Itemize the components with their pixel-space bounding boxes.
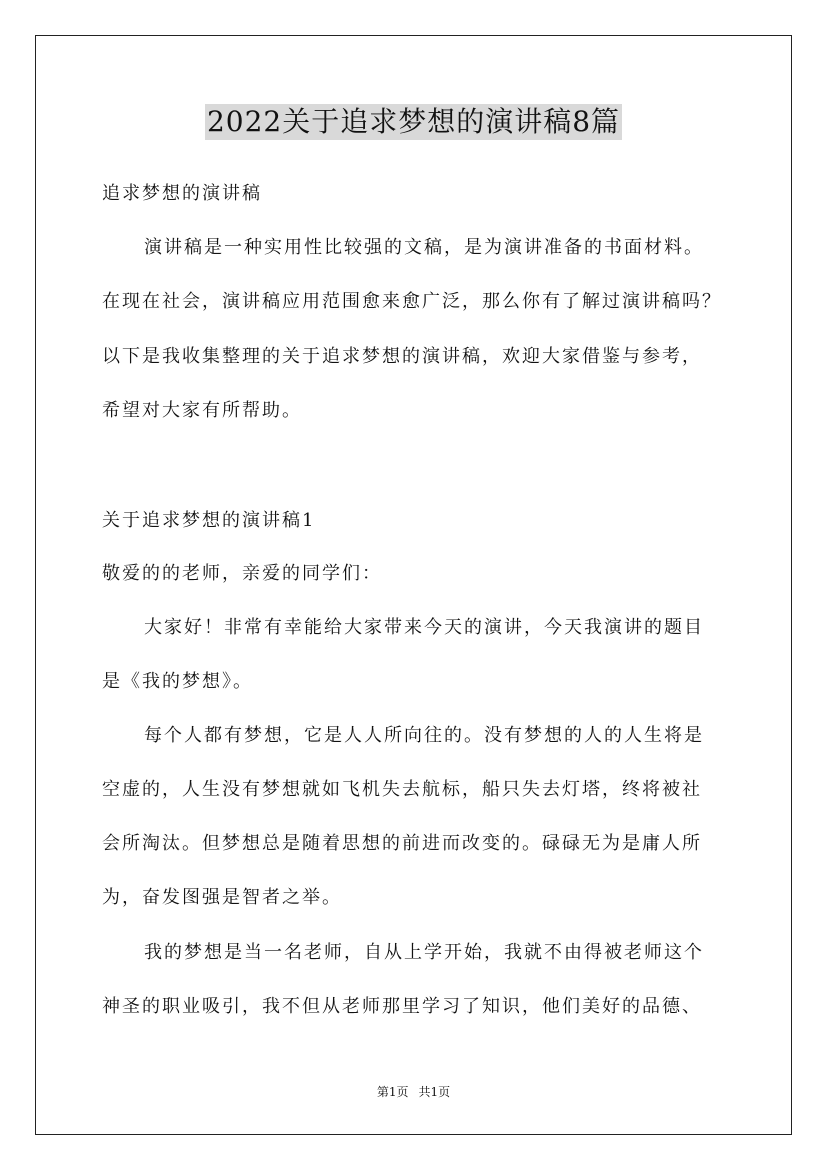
paragraph-line: 大家好！非常有幸能给大家带来今天的演讲，今天我演讲的题目 — [144, 617, 704, 638]
paragraph-line: 每个人都有梦想，它是人人所向往的。没有梦想的人的人生将是 — [144, 725, 704, 746]
paragraph-line: 我的梦想是当一名老师，自从上学开始，我就不由得被老师这个 — [144, 942, 704, 963]
paragraph-line: 为，奋发图强是智者之举。 — [102, 887, 342, 908]
paragraph-line: 演讲稿是一种实用性比较强的文稿，是为演讲准备的书面材料。 — [144, 237, 704, 258]
paragraph-line: 会所淘汰。但梦想总是随着思想的前进而改变的。碌碌无为是庸人所 — [102, 833, 702, 854]
section-heading: 追求梦想的演讲稿 — [102, 183, 262, 204]
section-heading: 关于追求梦想的演讲稿1 — [102, 510, 316, 531]
salutation: 敬爱的的老师，亲爱的同学们： — [102, 563, 382, 584]
paragraph-line: 在现在社会，演讲稿应用范围愈来愈广泛，那么你有了解过演讲稿吗？ — [102, 291, 722, 312]
title-container — [0, 104, 827, 140]
paragraph-line: 是《我的梦想》。 — [102, 671, 253, 692]
paragraph-line: 神圣的职业吸引，我不但从老师那里学习了知识，他们美好的品德、 — [102, 996, 702, 1017]
page-total: 共1页 — [418, 1085, 451, 1099]
document-title: 2022关于追求梦想的演讲稿8篇 — [206, 105, 621, 138]
page-number: 第1页 — [376, 1085, 409, 1099]
paragraph-line: 以下是我收集整理的关于追求梦想的演讲稿，欢迎大家借鉴与参考， — [102, 346, 702, 367]
paragraph-line: 空虚的，人生没有梦想就如飞机失去航标，船只失去灯塔，终将被社 — [102, 779, 702, 800]
paragraph-line: 希望对大家有所帮助。 — [102, 400, 302, 421]
page-footer — [0, 1084, 827, 1100]
